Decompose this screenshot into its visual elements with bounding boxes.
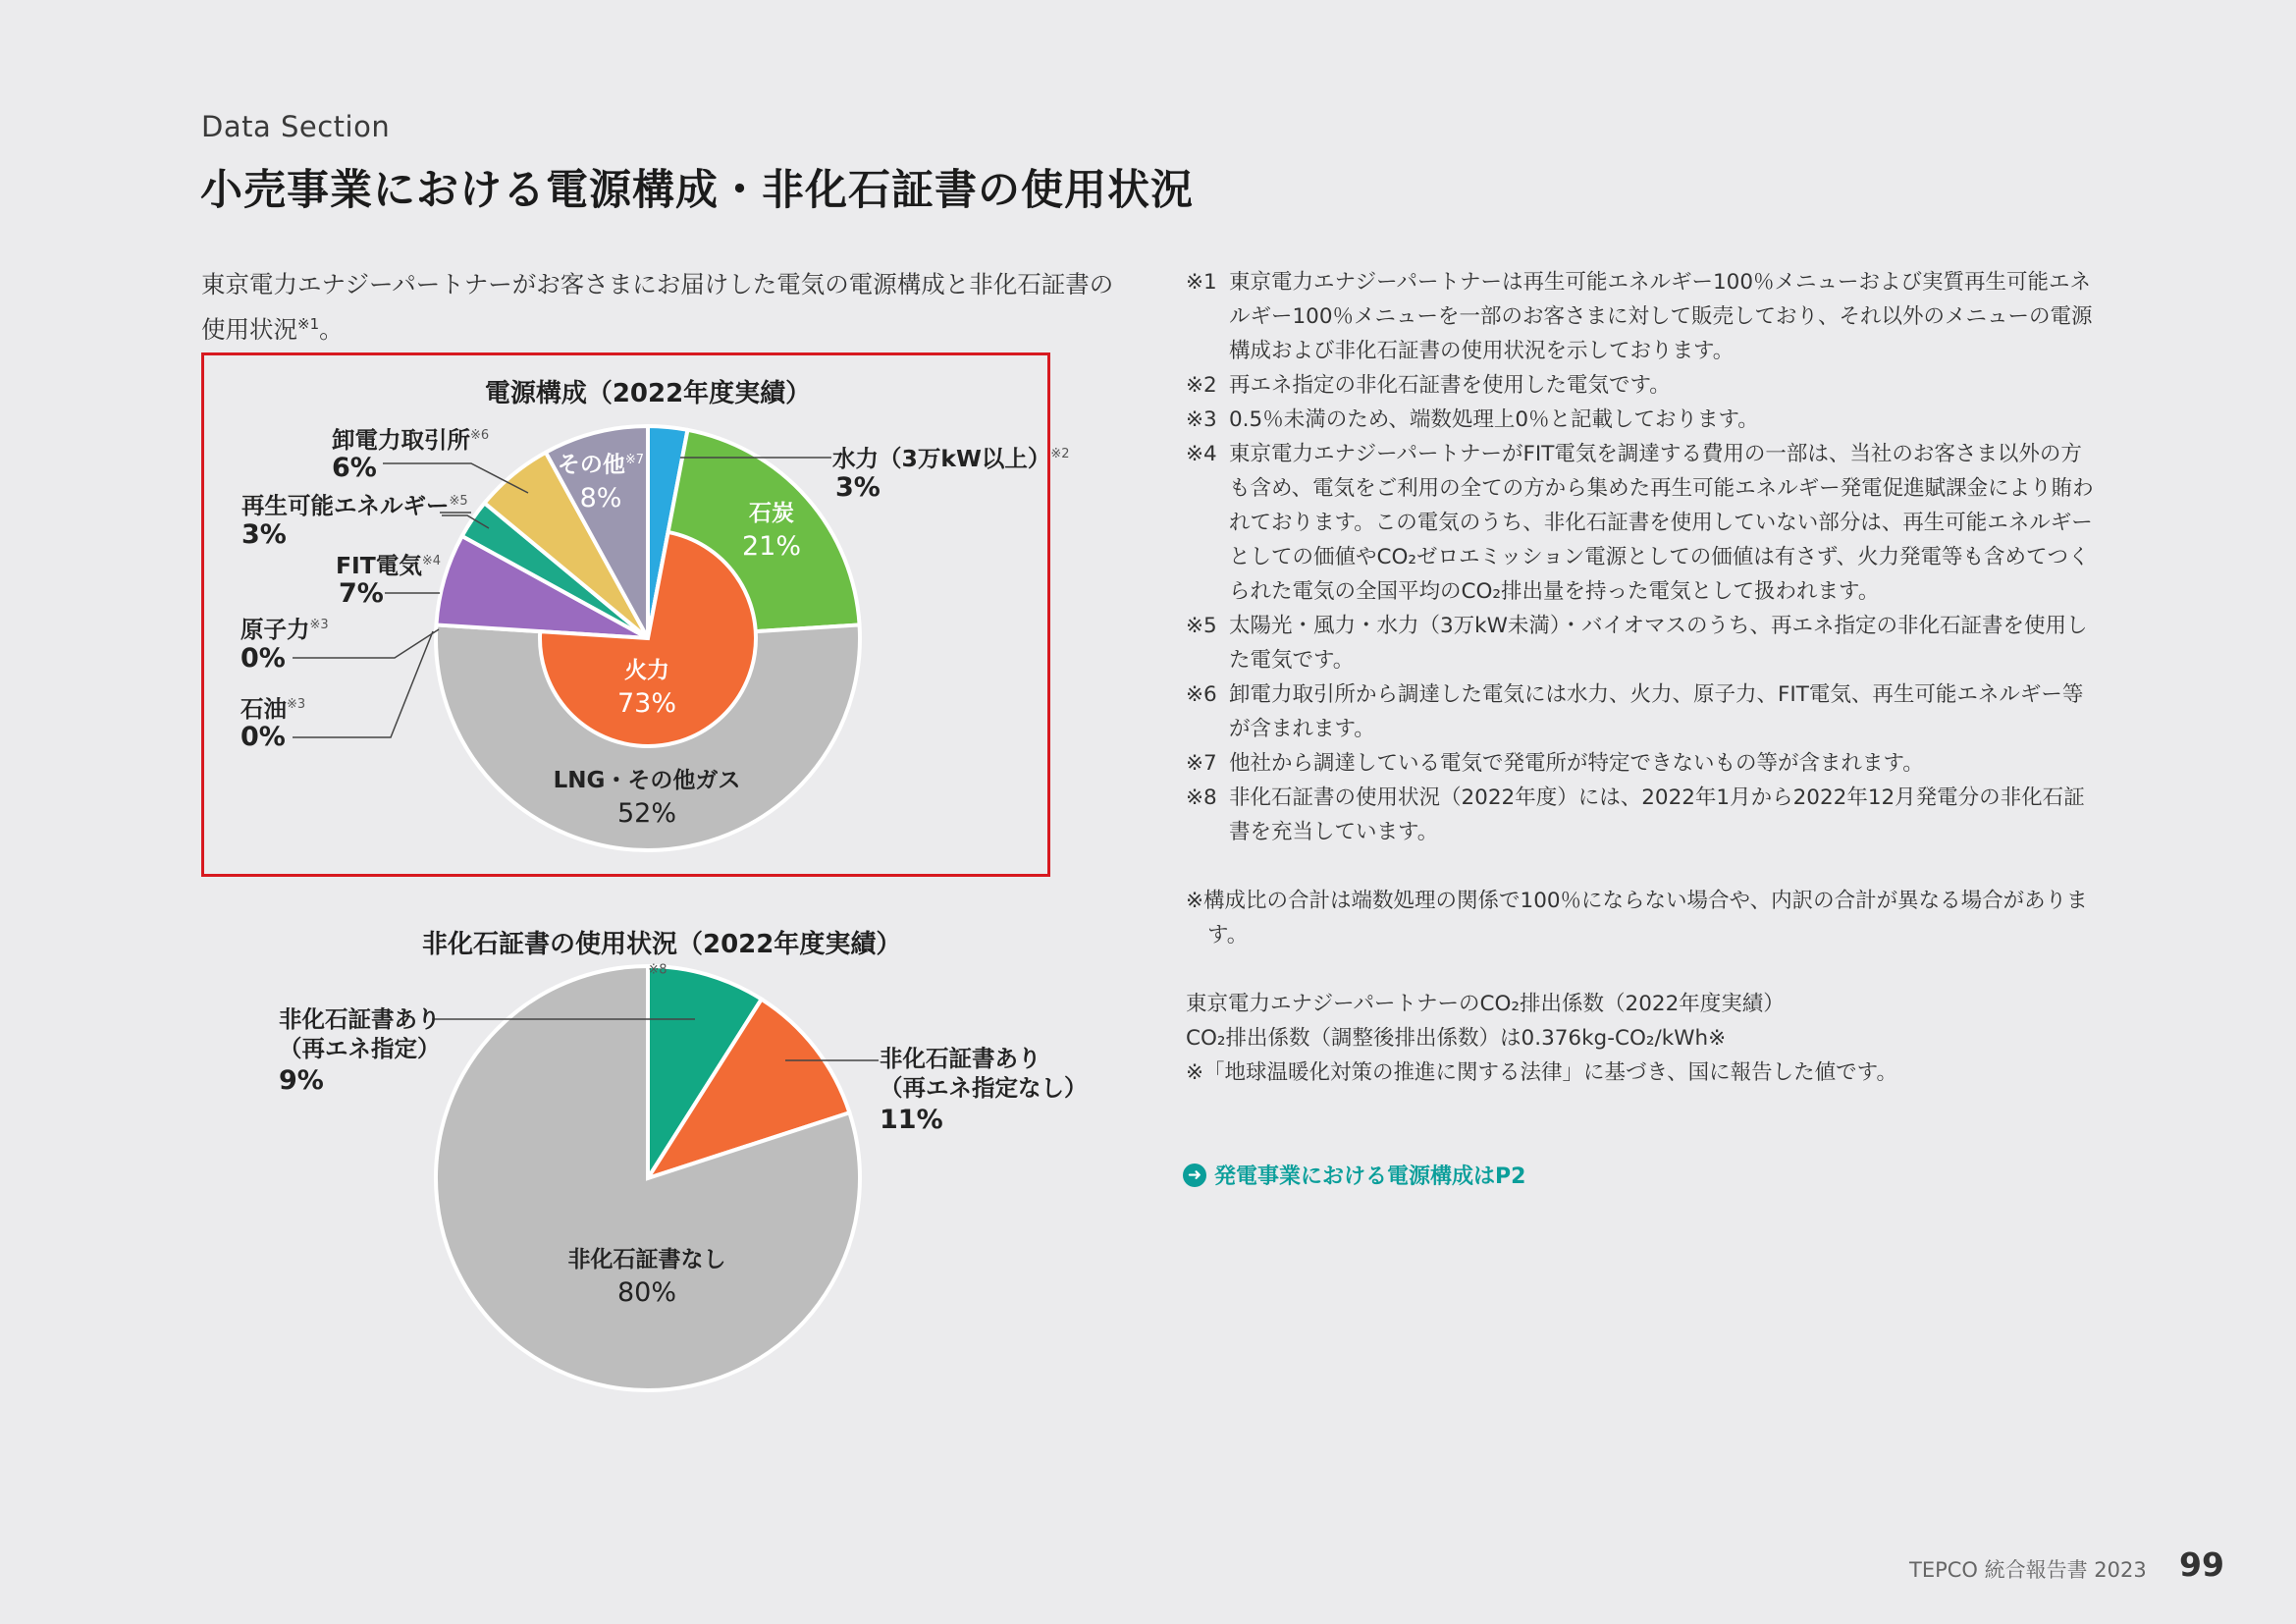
value-nuclear: 0% — [240, 643, 286, 674]
label-nuclear: 原子力$^{※3}$ — [240, 615, 329, 643]
value-hydro: 3% — [835, 472, 881, 503]
label-no-cert: 非化石証書なし 80% — [567, 1247, 726, 1308]
value-cert-renewable: 9% — [279, 1065, 324, 1096]
note-1: ※1 東京電力エナジーパートナーは再生可能エネルギー100％メニューおよび実質再生可能エネルギー100％メニューを一部のお客さまに対して販売しており、それ以外のメニューの電源構成および非化石証書の使用状況を示しております。 — [1186, 270, 2093, 363]
intro-line-2: 使用状況 — [201, 315, 297, 345]
label-cert-non-renewable: 非化石証書あり （再エネ指定なし） — [880, 1045, 1088, 1102]
emission-line-3: ※「地球温暖化対策の推進に関する法律」に基づき、国に報告した値です。 — [1186, 1060, 1897, 1085]
intro-end: 。 — [319, 315, 344, 345]
power-generation-link[interactable] — [1183, 1160, 1525, 1190]
value-cert-non-renewable: 11% — [880, 1105, 943, 1135]
label-other: その他$^{※7}$ 8% — [557, 452, 645, 514]
arrow-right-circle-icon: ➜ — [1183, 1164, 1206, 1187]
page-number: 99 — [2179, 1545, 2224, 1584]
label-fit: FIT電気$^{※4}$ — [336, 551, 441, 579]
label-oil: 石油$^{※3}$ — [240, 694, 306, 723]
emission-block — [1186, 987, 2099, 1090]
note-7: ※7 他社から調達している電気で発電所が特定できないもの等が含まれます。 — [1186, 751, 1924, 776]
footer-report-title: TEPCO 統合報告書 2023 — [1909, 1558, 2147, 1582]
value-oil: 0% — [240, 722, 286, 752]
note-4: ※4 東京電力エナジーパートナーがFIT電気を調達する費用の一部は、当社のお客さま以外の方も含め、電気をご利用の全ての方から集めた再生可能エネルギー発電促進賦課金により賄われております。この電気のうち、非化石証書を使用していない部分は、再生可能エネルギーとしての価値やCO₂ゼロエミッション電源としての価値は有さず、火力発電等も含めてつくられた電気の全国平均のCO₂排出量を持った電気として扱われます。 — [1186, 442, 2094, 604]
value-wholesale-exchange: 6% — [332, 453, 377, 483]
label-hydro: 水力（3万kW以上）$^{※2}$ — [832, 444, 1070, 472]
intro-line-1: 東京電力エナジーパートナーがお客さまにお届けした電気の電源構成と非化石証書の — [201, 270, 1114, 298]
label-thermal-total: 火力 73% — [616, 658, 676, 719]
note-6: ※6 卸電力取引所から調達した電気には水力、火力、原子力、FIT電気、再生可能エネルギー等が含まれます。 — [1186, 682, 2084, 741]
label-wholesale-exchange: 卸電力取引所$^{※6}$ — [332, 425, 490, 454]
emission-line-1: 東京電力エナジーパートナーのCO₂排出係数（2022年度実績） — [1186, 992, 1785, 1016]
label-cert-renewable: 非化石証書あり （再エネ指定） — [279, 1005, 441, 1062]
power-source-chart-title: 電源構成（2022年度実績） — [484, 379, 812, 408]
label-renewable: 再生可能エネルギー$^{※5}$ — [241, 491, 468, 519]
power-generation-link-label: 発電事業における電源構成はP2 — [1214, 1164, 1526, 1189]
section-label: Data Section — [201, 110, 391, 143]
note-8: ※8 非化石証書の使用状況（2022年度）には、2022年1月から2022年12月発電分の非化石証書を充当しています。 — [1186, 785, 2085, 844]
label-coal: 石炭 21% — [741, 501, 801, 562]
value-renewable: 3% — [241, 519, 287, 550]
page-title: 小売事業における電源構成・非化石証書の使用状況 — [200, 166, 1194, 215]
emission-line-2: CO₂排出係数（調整後排出係数）は0.376kg-CO₂/kWh※ — [1186, 1026, 1727, 1051]
note-5: ※5 太陽光・風力・水力（3万kW未満）・バイオマスのうち、再エネ指定の非化石証書を使用した電気です。 — [1186, 614, 2088, 673]
value-fit: 7% — [339, 578, 384, 609]
label-lng: LNG・その他ガス 52% — [553, 768, 741, 829]
certificate-chart-title: 非化石証書の使用状況（2022年度実績）$^{※8}$ — [422, 930, 902, 978]
intro-mark: ※1 — [297, 315, 320, 333]
note-3: ※3 0.5％未満のため、端数処理上0％と記載しております。 — [1186, 407, 1759, 432]
note-2: ※2 再エネ指定の非化石証書を使用した電気です。 — [1186, 373, 1671, 398]
notes-column — [1186, 265, 2099, 1090]
composition-note: ※構成比の合計は端数処理の関係で100％にならない場合や、内訳の合計が異なる場合があります。 — [1186, 889, 2088, 947]
